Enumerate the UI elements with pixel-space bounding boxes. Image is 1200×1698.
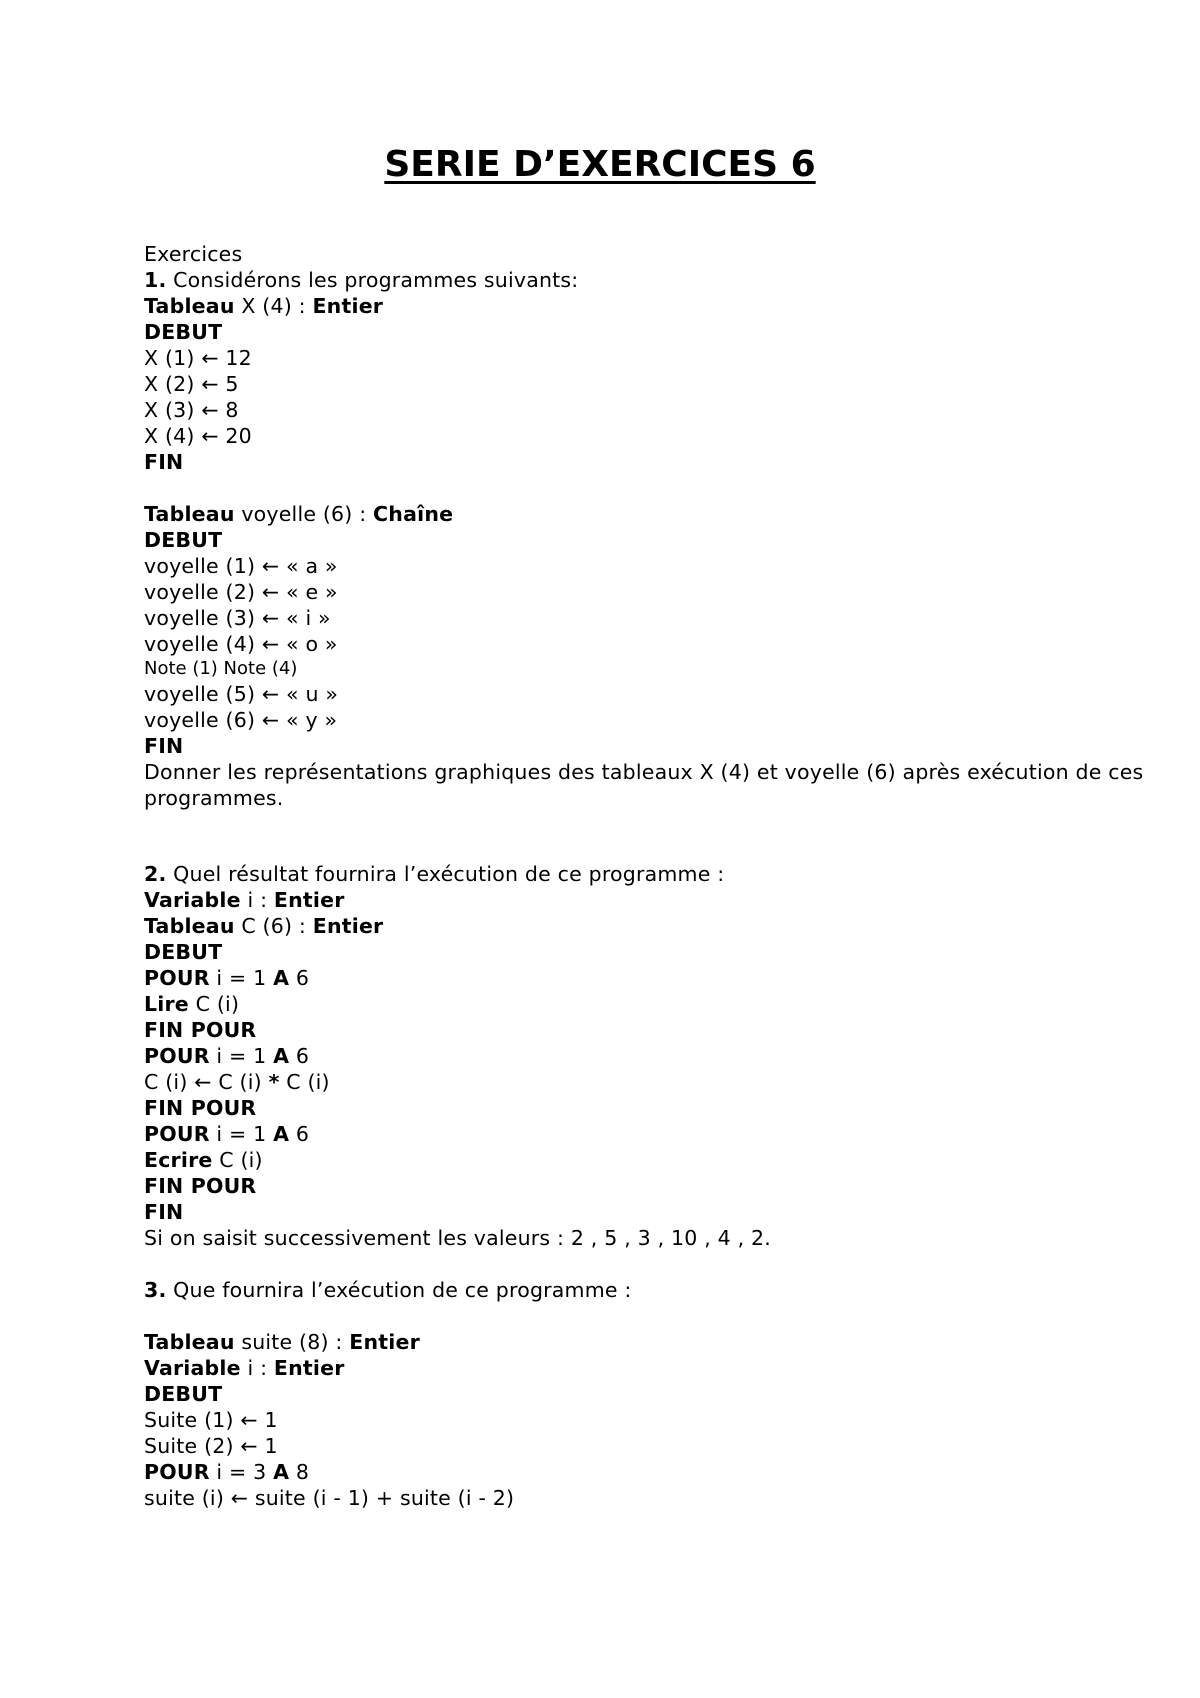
code-line: X (2) ← 5 — [144, 372, 239, 396]
exercise-2-question: 2. Quel résultat fournira l’exécution de ce programme : — [144, 862, 725, 886]
exercise-3-number: 3. — [144, 1278, 167, 1302]
ex3-loop: POUR i = 3 A 8 — [144, 1460, 310, 1484]
code-line: voyelle (3) ← « i » — [144, 606, 331, 630]
ex2-fin: FIN — [144, 1200, 184, 1224]
ex3-variable-declaration: Variable i : Entier — [144, 1356, 345, 1380]
ex2-variable-declaration: Variable i : Entier — [144, 888, 345, 912]
section-heading: Exercices — [144, 242, 243, 266]
code-line: X (1) ← 12 — [144, 346, 252, 370]
ex2-read: Lire C (i) — [144, 992, 240, 1016]
code-line: voyelle (1) ← « a » — [144, 554, 338, 578]
ex3-recurrence: suite (i) ← suite (i - 1) + suite (i - 2) — [144, 1486, 515, 1510]
ex2-loop-1: POUR i = 1 A 6 — [144, 966, 310, 990]
code-line: voyelle (2) ← « e » — [144, 580, 338, 604]
ex3-array-declaration: Tableau suite (8) : Entier — [144, 1330, 420, 1354]
spacer — [144, 1303, 1044, 1329]
ex1-prog1-debut: DEBUT — [144, 320, 223, 344]
note-line: Note (1) Note (4) — [144, 658, 298, 679]
ex1-prog2-fin: FIN — [144, 734, 184, 758]
ex2-loop-2: POUR i = 1 A 6 — [144, 1044, 310, 1068]
spacer — [144, 811, 1044, 861]
exercise-2-number: 2. — [144, 862, 167, 886]
ex1-prog2-debut: DEBUT — [144, 528, 223, 552]
ex2-inputs: Si on saisit successivement les valeurs : 2 , 5 , 3 , 10 , 4 , 2. — [144, 1226, 772, 1250]
ex2-debut: DEBUT — [144, 940, 223, 964]
document-body — [144, 241, 1144, 1511]
exercise-1-instruction-end: programmes. — [144, 786, 284, 810]
exercise-3-question: 3. Que fournira l’exécution de ce programme : — [144, 1278, 632, 1302]
code-line: Suite (1) ← 1 — [144, 1408, 278, 1432]
ex2-finpour-3: FIN POUR — [144, 1174, 257, 1198]
ex1-prog2-declaration: Tableau voyelle (6) : Chaîne — [144, 502, 454, 526]
code-line: voyelle (5) ← « u » — [144, 682, 339, 706]
code-line: voyelle (6) ← « y » — [144, 708, 338, 732]
ex2-array-declaration: Tableau C (6) : Entier — [144, 914, 384, 938]
ex1-prog1-declaration: Tableau X (4) : Entier — [144, 294, 384, 318]
exercise-1-number: 1. — [144, 268, 167, 292]
ex2-write: Ecrire C (i) — [144, 1148, 263, 1172]
spacer — [144, 475, 1044, 501]
code-line: Suite (2) ← 1 — [144, 1434, 278, 1458]
ex2-finpour-1: FIN POUR — [144, 1018, 257, 1042]
ex2-finpour-2: FIN POUR — [144, 1096, 257, 1120]
code-line: voyelle (4) ← « o » — [144, 632, 338, 656]
spacer — [144, 1251, 1044, 1277]
code-line: X (3) ← 8 — [144, 398, 239, 422]
exercise-1-instruction: Donner les représentations graphiques des tableaux X (4) et voyelle (6) après exécution de ces — [144, 760, 1144, 784]
exercise-1-question: 1. Considérons les programmes suivants: — [144, 268, 579, 292]
ex3-debut: DEBUT — [144, 1382, 223, 1406]
ex1-prog1-fin: FIN — [144, 450, 184, 474]
ex2-loop-3: POUR i = 1 A 6 — [144, 1122, 310, 1146]
page-title: SERIE D’EXERCICES 6 — [384, 144, 816, 185]
ex2-assign: C (i) ← C (i) * C (i) — [144, 1070, 330, 1094]
code-line: X (4) ← 20 — [144, 424, 252, 448]
